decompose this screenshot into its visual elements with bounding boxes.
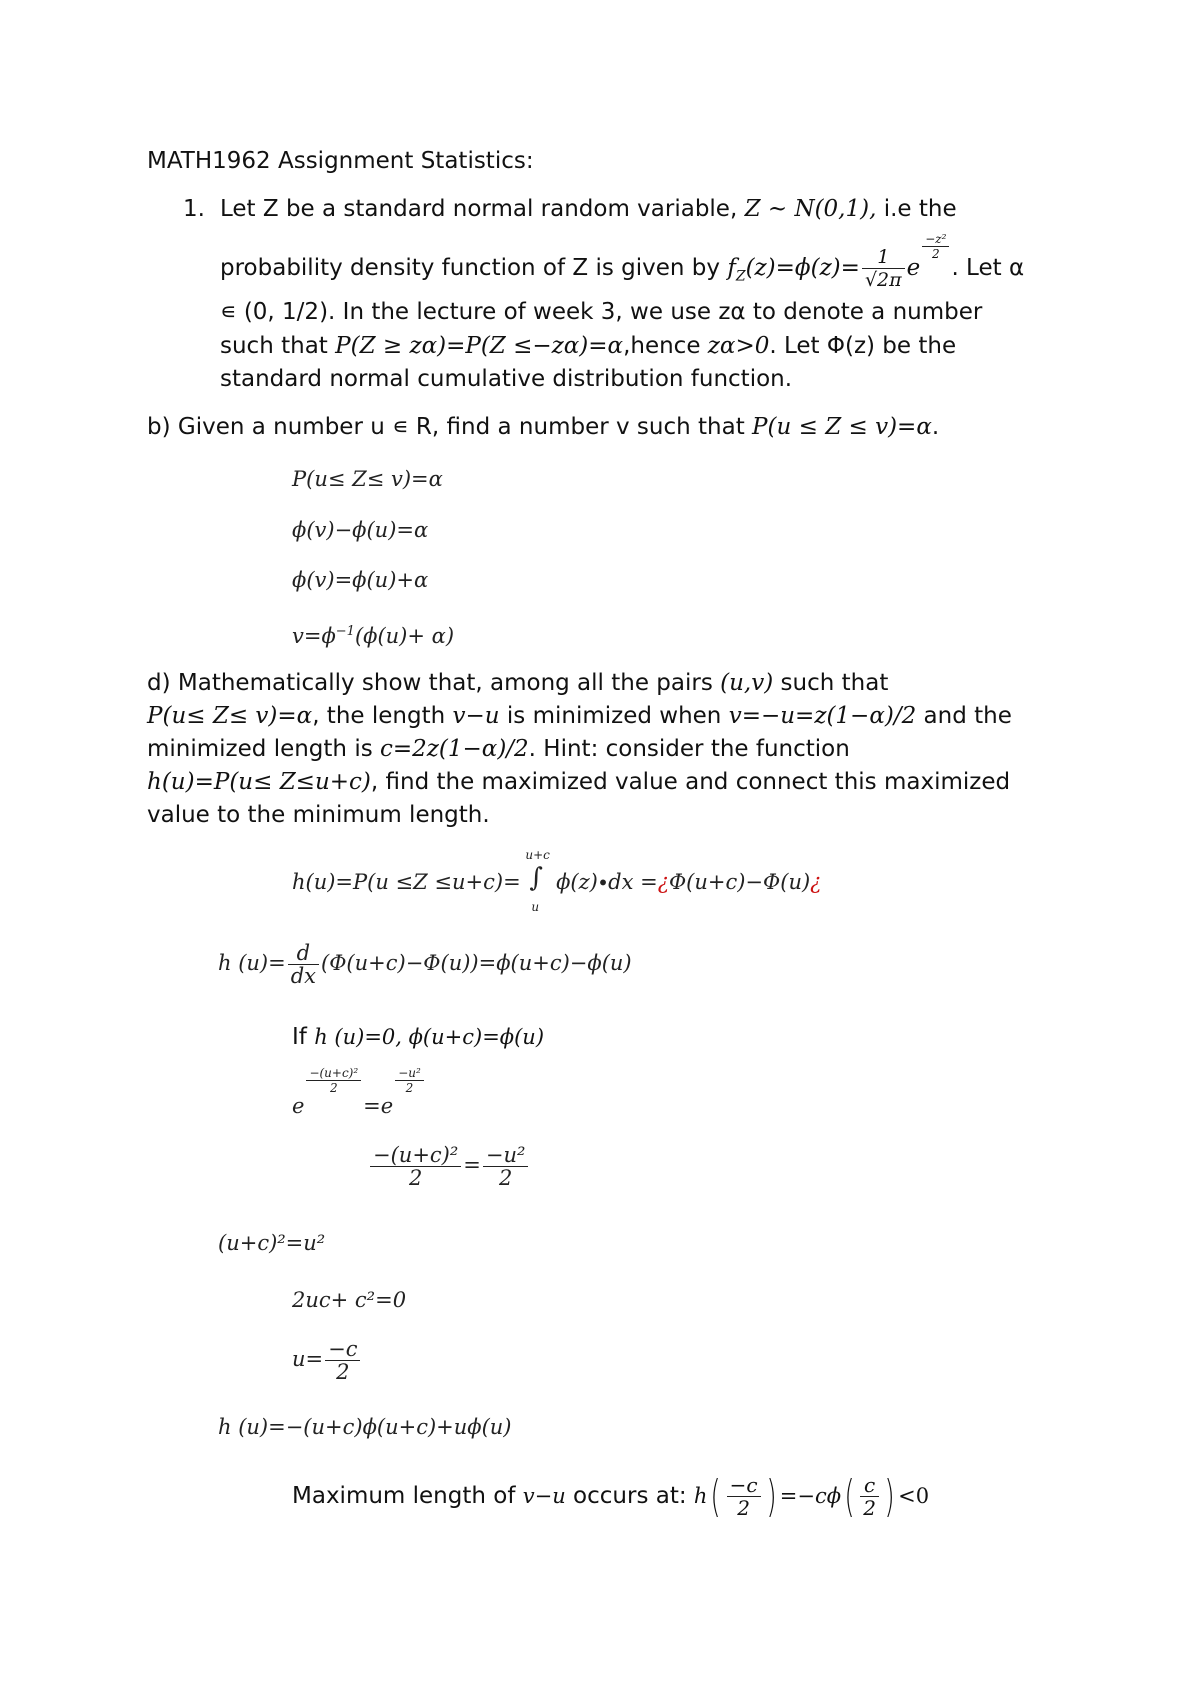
u-lhs: u= [292,1347,324,1371]
partb-step-1: P(u≤ Z≤ v)=α [292,467,443,491]
fraction-right-den: 2 [498,1166,513,1190]
fraction-left [370,1144,461,1189]
exp-num-1: −(u+c)² [306,1066,361,1081]
q1-number: 1. [183,196,205,222]
partd-l1-math: (u,v) [720,670,774,696]
q1-line4-text: such that [220,333,328,359]
h-def-left: h(u)=P(u ≤Z ≤u+c)= [292,870,521,894]
exp-exponent-2 [395,1066,424,1095]
integral-lower-limit: u [531,899,540,914]
partb-prompt-tail: . [931,414,940,440]
q1-line2-text: probability density function of Z is given by [220,255,721,281]
max-tail: occurs at: [573,1483,687,1509]
partb-prompt [147,412,939,442]
q1-line1-math: Z ~ N(0,1), [744,196,877,222]
q1-line2-tail: . Let α [951,255,1025,281]
q1-line4-math: P(Z ≥ zα)=P(Z ≤−zα)=α [335,333,624,359]
maximum-line [292,1470,930,1522]
h-def-mid: Φ(u+c)−Φ(u) [668,870,811,894]
max-paren-open-2: ( [844,1470,855,1522]
partb-step4-sup: −1 [335,624,355,639]
partd-l3-tail: . Hint: consider the function [528,736,850,762]
partd-l2-math3: v=−u=z(1−α)/2 [728,703,917,729]
partd-line1 [147,668,888,698]
h-double-prime: h (u)=−(u+c)ϕ(u+c)+uϕ(u) [218,1415,512,1439]
exp-equality [292,1066,426,1120]
u-num: −c [325,1338,360,1361]
fraction-right-num: −u² [483,1144,529,1167]
partd-line2 [147,701,1012,731]
pdf-fraction [862,246,905,291]
q1-line1-text: Let Z be a standard normal random variable, [220,196,738,222]
pdf-subscript: Z [735,268,746,285]
pdf-e: e [906,255,921,281]
integral-upper-limit: u+c [525,847,550,862]
partb-prompt-math: P(u ≤ Z ≤ v)=α [752,414,932,440]
pdf-exponent-num: −z² [922,232,949,247]
partd-line5: value to the minimum length. [147,802,490,828]
fraction-left-den: 2 [408,1166,423,1190]
max-text: Maximum length of [292,1483,516,1509]
pdf-numerator: 1 [862,246,905,269]
partd-line4 [147,767,1010,797]
pdf-lhs: f [727,255,736,281]
h-prime-lhs: h (u)= [218,951,286,975]
max-mid: =−cϕ [779,1484,842,1508]
if-text: If [292,1024,307,1050]
h-def-red-open: ¿ [657,870,669,894]
h-def-integrand: ϕ(z)∙dx = [556,870,658,894]
d-dx-fraction [288,942,319,987]
h-definition [292,847,822,914]
max-fraction-1 [727,1474,761,1519]
square-equality: (u+c)²=u² [218,1231,326,1255]
max-den-2: 2 [863,1496,876,1520]
partb-step-3: ϕ(v)=ϕ(u)+α [292,568,429,592]
integral-sign: ∫ [529,862,543,893]
max-den-1: 2 [737,1496,750,1520]
d-numerator: d [288,942,319,965]
partd-l3-text: minimized length is [147,736,373,762]
q1-line4 [220,331,956,361]
q1-line2 [220,232,1025,292]
exp-e1: e [292,1094,305,1118]
u-solution [292,1338,362,1383]
h-prime [218,942,632,987]
partd-l2-math1: P(u≤ Z≤ v)=α [147,703,313,729]
q1-line3: ∊ (0, 1/2). In the lecture of week 3, we use zα to denote a number [220,299,983,325]
q1-line4-mid: ,hence [623,333,701,359]
pdf-denominator: √2π [864,269,902,291]
partd-l1-text: d) Mathematically show that, among all the pairs [147,670,713,696]
exp-num-2: −u² [395,1066,424,1081]
partb-prompt-text: b) Given a number u ∊ R, find a number v such that [147,414,745,440]
max-paren-close-2: ) [884,1470,895,1522]
linear-equation: 2uc+ c²=0 [292,1288,407,1312]
max-paren-open-1: ( [710,1470,722,1522]
partd-l2-t2: is minimized when [506,703,722,729]
dx-denominator: dx [290,964,317,988]
max-num-1: −c [727,1474,761,1497]
max-math: v−u [522,1484,566,1508]
partd-l3-math: c=2z(1−α)/2 [380,736,529,762]
exp-den-1: 2 [329,1081,338,1095]
max-paren-close-1: ) [766,1470,777,1522]
if-math: h (u)=0, ϕ(u+c)=ϕ(u) [314,1025,545,1049]
max-num-2: c [860,1474,879,1497]
q1-line1 [220,194,957,224]
partb-step4-rhs: (ϕ(u)+ α) [354,624,455,648]
q1-line1-tail: i.e the [883,196,957,222]
if-line [292,1022,544,1052]
exp-exponent-1 [306,1066,361,1095]
exp-eq: =e [363,1094,394,1118]
pdf-exponent-den: 2 [932,247,940,261]
partd-l2-t3: and the [923,703,1012,729]
q1-line4-math2: zα>0 [707,333,770,359]
h-def-red-close: ¿ [810,870,822,894]
integral [525,847,550,914]
q1-line5: standard normal cumulative distribution function. [220,366,793,392]
partd-l1-tail: such that [780,670,889,696]
partd-l4-math: h(u)=P(u≤ Z≤u+c) [147,769,371,795]
partd-l2-t1: , the length [312,703,446,729]
fraction-right [483,1144,529,1189]
u-den: 2 [336,1360,350,1384]
fraction-left-num: −(u+c)² [370,1144,461,1167]
partd-l4-tail: , find the maximized value and connect this maximized [370,769,1011,795]
pdf-mid: (z)=ϕ(z)= [745,255,860,281]
partd-l2-math2: v−u [452,703,500,729]
partb-step4-lhs: v=ϕ [292,624,336,648]
partd-line3 [147,734,850,764]
max-end: <0 [898,1484,930,1508]
max-fraction-2 [860,1474,879,1519]
pdf-exponent [922,232,949,261]
fraction-equality [368,1144,530,1189]
u-fraction [325,1338,360,1383]
partb-step-4 [292,618,454,650]
max-h: h [693,1484,708,1508]
exp-den-2: 2 [405,1081,414,1095]
fraction-eq: = [463,1153,481,1177]
h-prime-rhs: (Φ(u+c)−Φ(u))=ϕ(u+c)−ϕ(u) [321,951,632,975]
partb-step-2: ϕ(v)−ϕ(u)=α [292,518,429,542]
q1-line4-tail: . Let Φ(z) be the [769,333,957,359]
page-title: MATH1962 Assignment Statistics: [147,148,534,174]
